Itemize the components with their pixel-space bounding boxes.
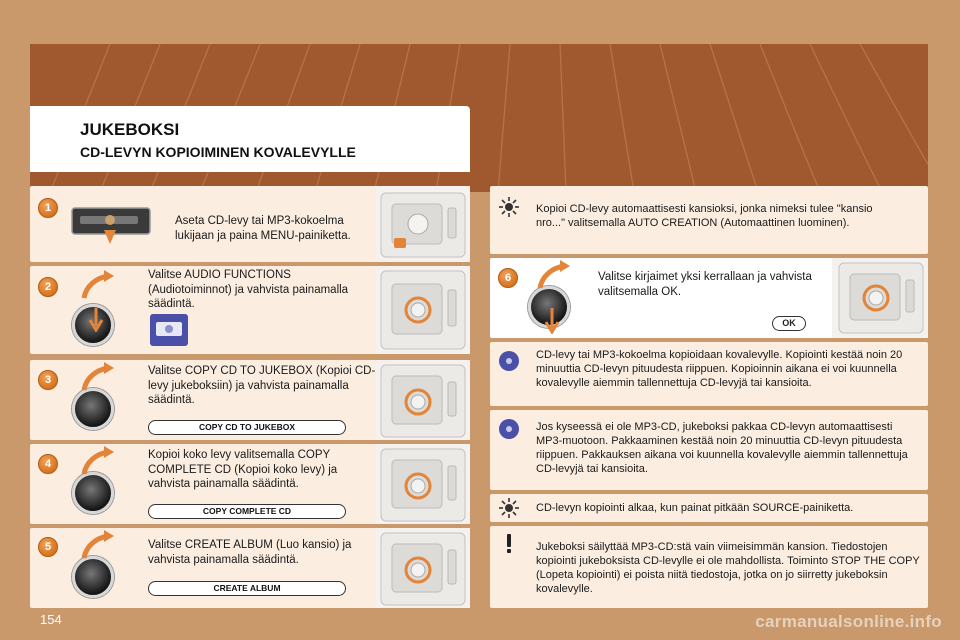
menu-option-label: CREATE ALBUM: [148, 581, 346, 596]
tip-sun-icon: [498, 497, 520, 519]
console-illustration: [380, 364, 466, 438]
menu-option-label: COPY COMPLETE CD: [148, 504, 346, 519]
step-number-badge: 2: [38, 277, 58, 297]
page-subtitle: CD-LEVYN KOPIOIMINEN KOVALEVYLLE: [80, 144, 356, 160]
disc-note-icon: [498, 350, 520, 372]
audio-functions-icon: [150, 314, 188, 346]
step-6-text: Valitse kirjaimet yksi kerrallaan ja vahvista valitsemalla OK.: [598, 271, 812, 298]
page-number: 154: [40, 612, 62, 627]
menu-option-label: COPY CD TO JUKEBOX: [148, 420, 346, 435]
step-number-badge: 6: [498, 268, 518, 288]
step-5-text: Valitse CREATE ALBUM (Luo kansio) ja vahvista painamalla säädintä.: [148, 539, 352, 566]
console-illustration: [380, 532, 466, 606]
step-number-badge: 1: [38, 198, 58, 218]
watermark: carmanualsonline.info: [755, 612, 942, 631]
tip-sun-icon: [498, 196, 520, 218]
step-3-text: Valitse COPY CD TO JUKEBOX (Kopioi CD-levy jukeboksiin) ja vahvista painamalla säädintä.: [148, 365, 376, 406]
mp3-compression-note: Jos kyseessä ei ole MP3-CD, jukeboksi pakkaa CD-levyn automaattisesti MP3-muotoon. Pakkaaminen kestää noin 20 minuuttia CD-levyn pituudesta riippuen. Pakkauksen aikana voi kuunnella kovalevylle aiemmin tallennettuja CD-levyjä tai kansioita.: [536, 421, 908, 475]
title-card: [30, 106, 470, 172]
rotate-arrow-icon: [76, 444, 116, 508]
disc-note-icon: [498, 418, 520, 440]
step-2-text: Valitse AUDIO FUNCTIONS (Audiotoiminnot) ja vahvista painamalla säädintä.: [148, 269, 349, 310]
console-illustration: [838, 262, 924, 334]
cd-player-icon: [70, 206, 152, 246]
console-illustration: [380, 270, 466, 350]
tip-auto-creation-text: Kopioi CD-levy automaattisesti kansioksi, jonka nimeksi tulee "kansio nro..." valitsemalla AUTO CREATION (Automaattinen luominen).: [536, 203, 873, 229]
warning-text: Jukeboksi säilyttää MP3-CD:stä vain viimeisimmän kansion. Tiedostojen kopiointi jukeboksista CD-levylle ei ole mahdollista. Toiminto STOP THE COPY (Lopeta kopiointi) ei poista niitä tiedostoja, jotka on jo siirretty jukeboksin kovalevylle.: [536, 541, 920, 595]
page-title: JUKEBOKSI: [80, 120, 180, 139]
console-illustration: [380, 192, 466, 258]
step-number-badge: 3: [38, 370, 58, 390]
step-4-text: Kopioi koko levy valitsemalla COPY COMPLETE CD (Kopioi koko levy) ja vahvista painamalla säädintä.: [148, 449, 338, 490]
console-illustration: [380, 448, 466, 522]
step-number-badge: 5: [38, 537, 58, 557]
copy-duration-note: CD-levy tai MP3-kokoelma kopioidaan kovalevylle. Kopiointi kestää noin 20 minuuttia CD-levyn pituudesta riippuen. Kopioinnin aikana ei voi kuunnella kovalevylle aiemmin tallennettuja CD-levyjä tai kansioita.: [536, 349, 903, 389]
rotate-arrow-icon: [532, 258, 572, 334]
rotate-arrow-icon: [76, 360, 116, 424]
rotate-arrow-icon: [76, 528, 116, 592]
rotate-arrow-icon: [76, 268, 116, 332]
warning-icon: [498, 532, 520, 554]
source-button-tip: CD-levyn kopiointi alkaa, kun painat pitkään SOURCE-painiketta.: [536, 502, 854, 514]
step-number-badge: 4: [38, 454, 58, 474]
step-1-text: Aseta CD-levy tai MP3-kokoelma lukijaan ja paina MENU-painiketta.: [175, 215, 351, 242]
ok-label: OK: [772, 316, 806, 331]
